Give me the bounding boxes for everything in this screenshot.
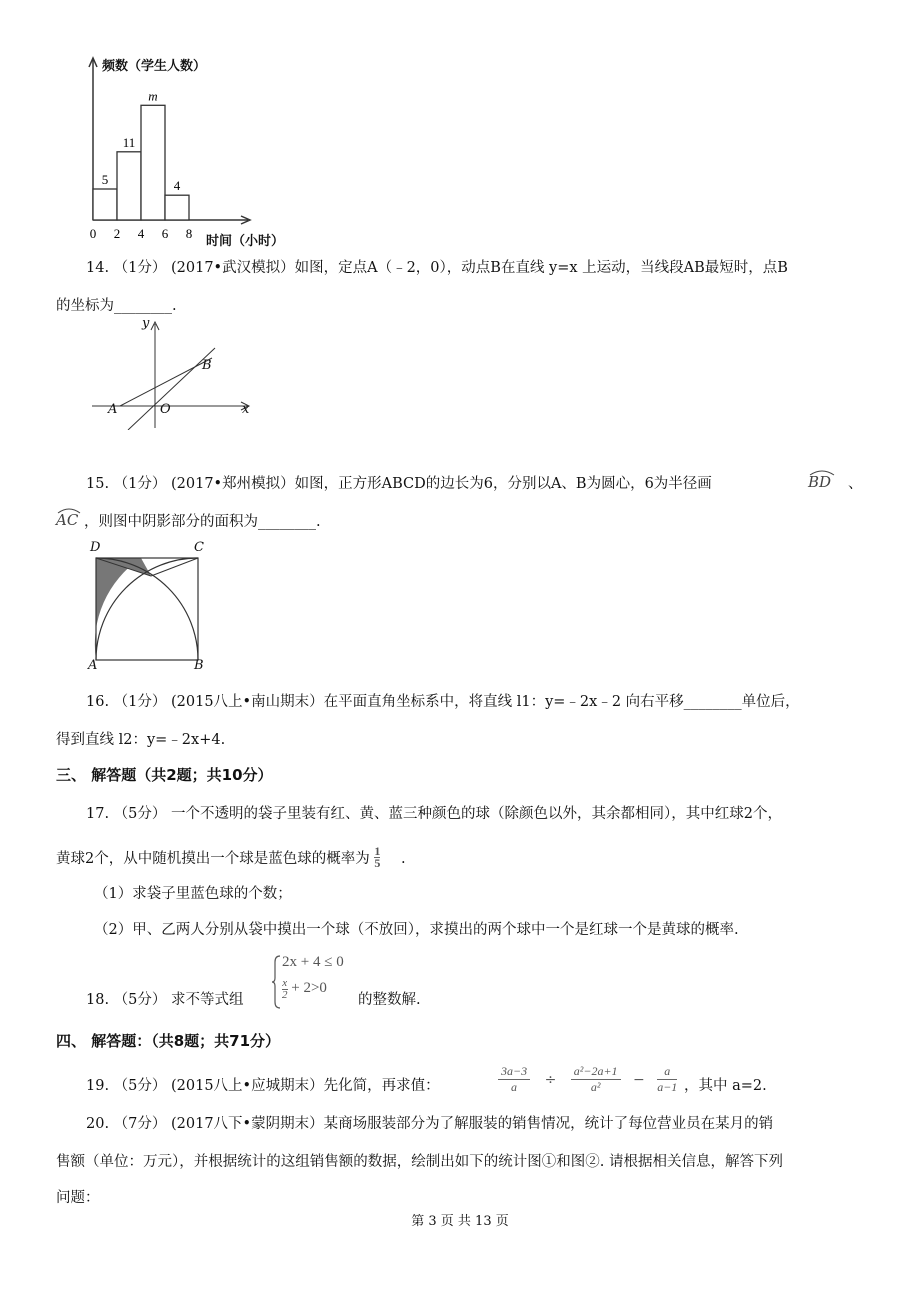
section-4-title: 四、 解答题：（共8题；共71分） (56, 1032, 281, 1050)
q18-ineq2 (282, 978, 327, 1001)
hist-bar-label: m (148, 88, 158, 104)
hist-x-tick: 0 (89, 226, 97, 241)
q15-label-c: C (194, 540, 204, 555)
hist-x-tick: 2 (113, 226, 121, 241)
q18-prefix: 18. （5分） 求不等式组 (86, 992, 244, 1008)
q15-arc-bd-label: BD (808, 473, 832, 491)
hist-x-tick: 4 (137, 226, 145, 241)
q15-label-a: A (88, 658, 98, 673)
q17-sub1: （1）求袋子里蓝色球的个数； (94, 886, 292, 902)
q15-line1: 15. （1分） (2017•郑州模拟）如图，正方形ABCD的边长为6，分别以A、B为圆心，6为半径画 (86, 476, 712, 492)
q14-label-x: x (242, 402, 250, 417)
hist-bar (141, 105, 165, 220)
hist-bar-label: 11 (122, 134, 136, 150)
histogram-figure (80, 52, 320, 248)
q14-label-a: A (108, 402, 118, 417)
q15-line2: ，则图中阴影部分的面积为________. (84, 514, 321, 530)
hist-bar-label: 4 (173, 178, 181, 194)
histogram-y-axis-label: 频数（学生人数） (102, 59, 207, 74)
q15-arc-ac-label: AC (56, 511, 79, 529)
hist-bar-label: 5 (101, 172, 109, 187)
q19-frac3-num: a (664, 1064, 671, 1078)
q19-divide: ÷ (544, 1071, 557, 1088)
hist-bar (93, 189, 117, 220)
q15-arc-bd (808, 468, 832, 491)
q18-ineq2-num: x (282, 977, 288, 989)
q18-ineq2-frac (282, 978, 288, 1001)
q17-fraction (374, 846, 380, 869)
histogram-svg (80, 52, 320, 248)
q19-frac1-num: 3a−3 (501, 1064, 528, 1078)
q15-arc-ac (56, 506, 79, 529)
hist-bar (165, 195, 189, 220)
q19-minus: − (633, 1071, 645, 1088)
q15-separator: 、 (848, 476, 863, 492)
q16-line1: 16. （1分） (2015八上•南山期末）在平面直角坐标系中，将直线 l1：y=﹣2x﹣2 向右平移________单位后， (86, 694, 800, 710)
q20-line1: 20. （7分） (2017八下•蒙阴期末）某商场服装部分为了解服装的销售情况，统计了每位营业员在某月的销 (86, 1116, 774, 1132)
q17-sub2: （2）甲、乙两人分别从袋中摸出一个球（不放回），求摸出的两个球中一个是红球一个是黄球的概率. (94, 922, 739, 938)
q18-suffix: 的整数解. (358, 992, 421, 1008)
q15-figure (84, 540, 214, 674)
q19-prefix: 19. （5分） (2015八上•应城期末）先化简，再求值： (86, 1078, 440, 1094)
q14-line2: 的坐标为________. (56, 298, 177, 314)
q15-figure-svg (84, 540, 214, 674)
q15-label-d: D (90, 540, 101, 555)
q19-frac3 (657, 1064, 677, 1095)
q19-frac2-num: a²−2a+1 (573, 1064, 618, 1078)
q18-ineq2-den: 2 (282, 989, 288, 1001)
q18-brace (272, 954, 282, 1010)
q19-expression (498, 1064, 677, 1104)
q19-frac3-den: a−1 (657, 1080, 678, 1094)
q19-frac1 (498, 1064, 530, 1095)
q14-figure (80, 318, 260, 430)
q19-frac2-den: a² (571, 1079, 621, 1095)
hist-x-tick: 8 (185, 226, 193, 241)
q14-label-y: y (142, 316, 150, 331)
q17-fraction-num: 1 (374, 844, 381, 858)
hist-x-tick: 6 (161, 226, 169, 241)
q18-ineq2-rest: + 2>0 (291, 980, 327, 996)
q14-segment-ab (120, 358, 212, 406)
page-footer: 第 3 页 共 13 页 (411, 1214, 509, 1229)
q17-line2-end: . (400, 851, 406, 867)
q17-line1: 17. （5分） 一个不透明的袋子里装有红、黄、蓝三种颜色的球（除颜色以外，其余都相同），其中红球2个， (86, 806, 782, 822)
q14-label-b: B (202, 358, 212, 373)
q15-shaded-left (95, 558, 141, 660)
q19-frac1-den: a (498, 1079, 530, 1095)
q18-ineq1: 2x + 4 ≤ 0 (282, 954, 344, 970)
q20-line2: 售额（单位：万元），并根据统计的这组销售额的数据，绘制出如下的统计图①和图②. 请根据相关信息，解答下列 (56, 1154, 783, 1170)
histogram-x-axis-label: 时间（小时） (206, 234, 285, 249)
q19-frac2 (571, 1064, 621, 1095)
q14-line1: 14. （1分） (2017•武汉模拟）如图，定点A（﹣2，0），动点B在直线 y=x 上运动，当线段AB最短时，点B (86, 260, 788, 276)
hist-bar (117, 152, 141, 220)
q17-line2 (56, 846, 406, 869)
q17-line2-text: 黄球2个，从中随机摸出一个球是蓝色球的概率为 (56, 851, 370, 867)
q19-suffix: ，其中 a=2. (684, 1078, 767, 1094)
q14-label-o: O (160, 402, 171, 417)
q16-line2: 得到直线 l2：y=﹣2x+4. (56, 732, 226, 748)
section-3-title: 三、 解答题（共2题；共10分） (56, 766, 273, 784)
q18-inequality-system (272, 954, 352, 1010)
q17-fraction-den: 5 (374, 856, 381, 870)
q15-label-b: B (194, 658, 204, 673)
q20-line3: 问题： (56, 1190, 100, 1206)
